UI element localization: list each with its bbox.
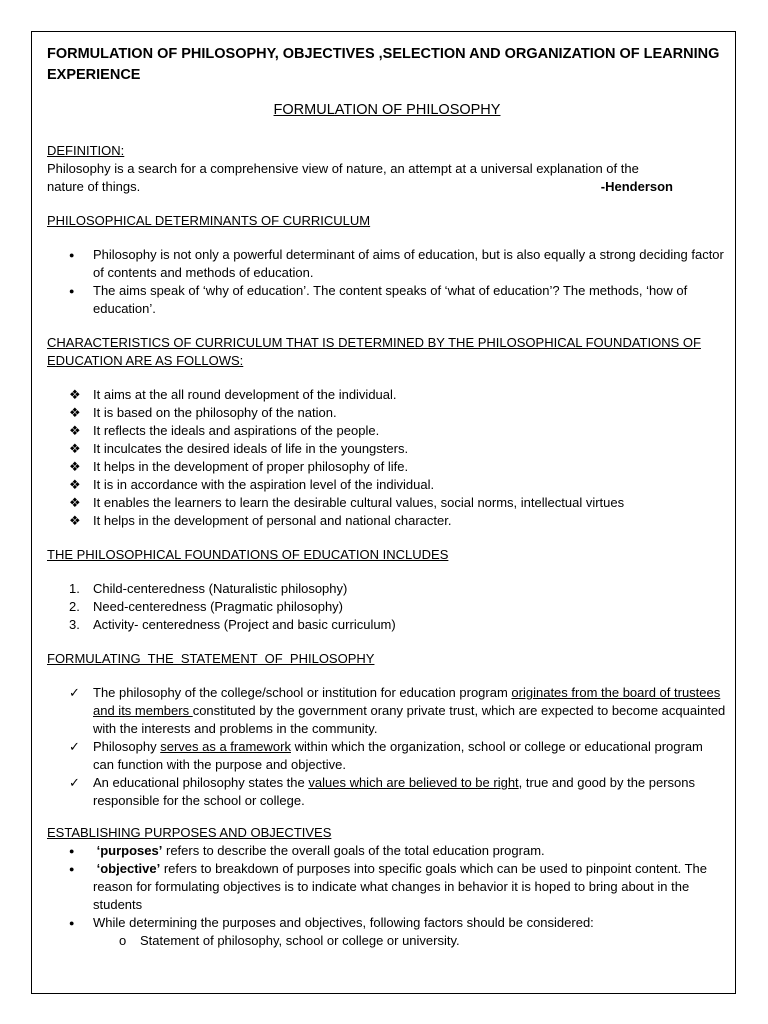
list-item: ❖ It aims at the all round development of the individual. bbox=[69, 387, 397, 402]
list-item: ✓ An educational philosophy states the values which are believed to be right, true and good by the persons responsible for the school or college. bbox=[69, 775, 696, 808]
document-title: FORMULATION OF PHILOSOPHY, OBJECTIVES ,SELECTION AND ORGANIZATION OF LEARNING EXPERIENCE bbox=[47, 46, 720, 83]
sub-list-item: o Statement of philosophy, school or college or university. bbox=[119, 933, 460, 948]
list-item: 3. Activity- centeredness (Project and basic curriculum) bbox=[69, 617, 396, 632]
foundations-list bbox=[47, 580, 727, 634]
definition-heading: DEFINITION: bbox=[47, 143, 125, 158]
list-number: 1. bbox=[69, 581, 80, 596]
determinants-list bbox=[47, 246, 727, 318]
document-page bbox=[31, 31, 736, 994]
diamond-bullet-icon: ❖ bbox=[69, 495, 81, 510]
list-item: ● ‘purposes’ refers to describe the overall goals of the total education program. bbox=[69, 843, 545, 858]
list-item: ❖ It helps in the development of personal and national character. bbox=[69, 513, 452, 528]
determinants-heading: PHILOSOPHICAL DETERMINANTS OF CURRICULUM bbox=[47, 213, 371, 228]
list-item: ● The aims speak of ‘why of education’. The content speaks of ‘what of education’? The methods, ‘how of education’. bbox=[69, 283, 688, 316]
characteristics-heading: CHARACTERISTICS OF CURRICULUM THAT IS DETERMINED BY THE PHILOSOPHICAL FOUNDATIONS OF EDUCATION ARE AS FOLLOWS: bbox=[47, 335, 701, 368]
list-number: 2. bbox=[69, 599, 80, 614]
list-item: 2. Need-centeredness (Pragmatic philosophy) bbox=[69, 599, 344, 614]
foundations-heading: THE PHILOSOPHICAL FOUNDATIONS OF EDUCATION INCLUDES bbox=[47, 547, 449, 562]
list-item: ❖ It is in accordance with the aspiration level of the individual. bbox=[69, 477, 435, 492]
list-item: ● ‘objective’ refers to breakdown of purposes into specific goals which can be used to pinpoint content. The reason for formulating objectives is to indicate what changes in behavior it is hoped to bring about in the students bbox=[69, 861, 708, 912]
bullet-icon: ● bbox=[69, 846, 75, 856]
definition-text-2: nature of things. bbox=[47, 179, 141, 194]
formulating-heading: FORMULATING THE STATEMENT OF PHILOSOPHY bbox=[47, 651, 375, 666]
definition-text: Philosophy is a search for a comprehensive view of nature, an attempt at a universal explanation of the bbox=[47, 161, 639, 176]
diamond-bullet-icon: ❖ bbox=[69, 387, 81, 402]
definition-line-2 bbox=[47, 178, 727, 196]
checkmark-icon: ✓ bbox=[69, 775, 80, 790]
list-item: ❖ It is based on the philosophy of the nation. bbox=[69, 405, 337, 420]
diamond-bullet-icon: ❖ bbox=[69, 405, 81, 420]
list-item: ● While determining the purposes and objectives, following factors should be considered: bbox=[69, 915, 594, 930]
section-title: FORMULATION OF PHILOSOPHY bbox=[273, 102, 501, 118]
list-item: ✓ The philosophy of the college/school or institution for education program originates from the board of trustees and its members constituted by the government orany private trust, which are expected to become acquainted with the interests and problems in the community. bbox=[69, 685, 726, 736]
diamond-bullet-icon: ❖ bbox=[69, 513, 81, 528]
bullet-icon: ● bbox=[69, 918, 75, 928]
bullet-icon: ● bbox=[69, 250, 75, 260]
purposes-heading: ESTABLISHING PURPOSES AND OBJECTIVES bbox=[47, 825, 332, 840]
diamond-bullet-icon: ❖ bbox=[69, 441, 81, 456]
diamond-bullet-icon: ❖ bbox=[69, 423, 81, 438]
diamond-bullet-icon: ❖ bbox=[69, 459, 81, 474]
definition-author: -Henderson bbox=[600, 179, 673, 194]
bullet-icon: ● bbox=[69, 864, 75, 874]
document-content bbox=[47, 44, 727, 950]
diamond-bullet-icon: ❖ bbox=[69, 477, 81, 492]
list-item: 1. Child-centeredness (Naturalistic philosophy) bbox=[69, 581, 348, 596]
circle-bullet-icon: o bbox=[119, 933, 127, 948]
list-item: ● Philosophy is not only a powerful determinant of aims of education, but is also equally a strong deciding factor of contents and methods of education. bbox=[69, 247, 724, 280]
list-item: ❖ It helps in the development of proper philosophy of life. bbox=[69, 459, 409, 474]
characteristics-list bbox=[47, 386, 727, 530]
purposes-list bbox=[47, 842, 727, 950]
checkmark-icon: ✓ bbox=[69, 685, 80, 700]
list-item: ❖ It reflects the ideals and aspirations of the people. bbox=[69, 423, 380, 438]
list-item: ❖ It enables the learners to learn the desirable cultural values, social norms, intellectual virtues bbox=[69, 495, 625, 510]
formulating-list bbox=[47, 684, 727, 810]
list-number: 3. bbox=[69, 617, 80, 632]
list-item: ❖ It inculcates the desired ideals of life in the youngsters. bbox=[69, 441, 409, 456]
list-item: ✓ Philosophy serves as a framework within which the organization, school or college or educational program can function with the purpose and objective. bbox=[69, 739, 703, 772]
checkmark-icon: ✓ bbox=[69, 739, 80, 754]
bullet-icon: ● bbox=[69, 286, 75, 296]
